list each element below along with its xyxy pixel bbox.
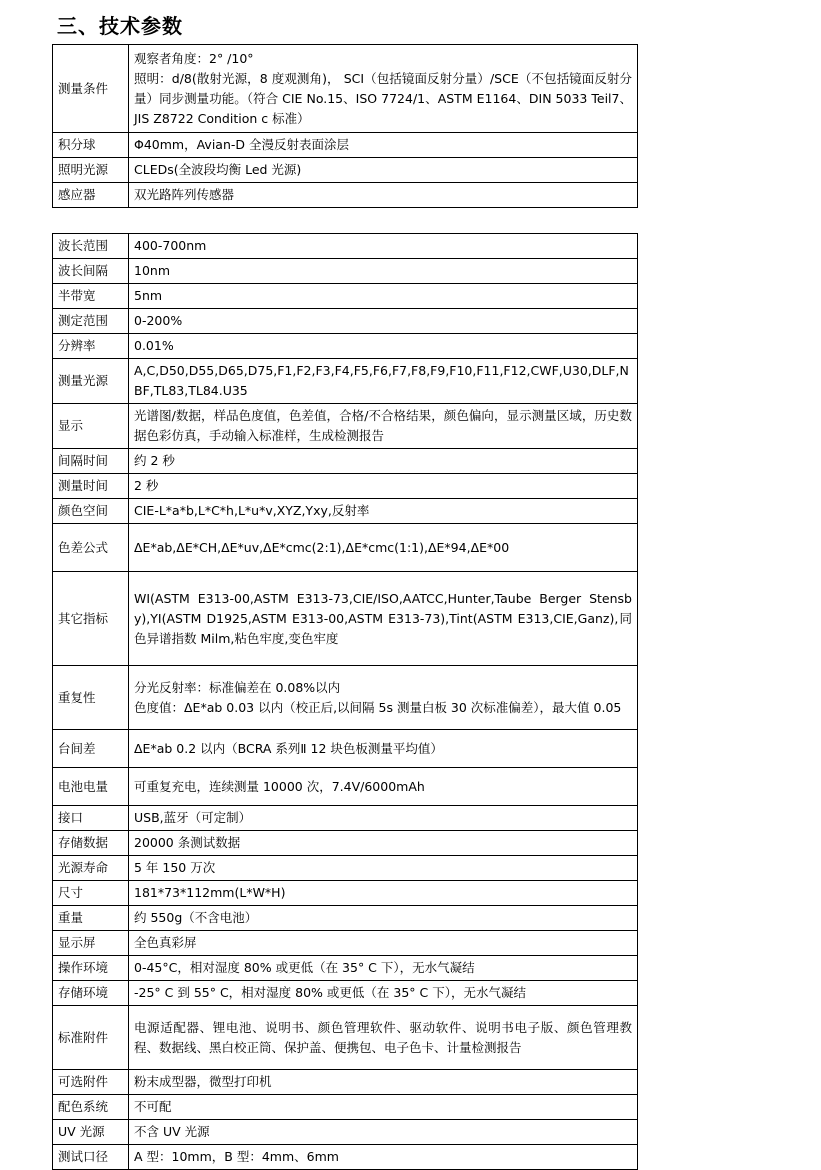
spec-row (53, 1006, 638, 1070)
spec-value (129, 1006, 638, 1070)
spec-value-line: 5nm (134, 288, 163, 303)
spec-label: 颜色空间 (53, 499, 129, 524)
spec-value (129, 474, 638, 499)
spec-row (53, 524, 638, 572)
spec-label: 尺寸 (53, 881, 129, 906)
spec-label: 感应器 (53, 183, 129, 208)
spec-value (129, 881, 638, 906)
spec-row (53, 856, 638, 881)
spec-row (53, 474, 638, 499)
spec-value-line: 可重复充电，连续测量 10000 次，7.4V/6000mAh (134, 778, 425, 794)
spec-value-line: CLEDs(全波段均衡 Led 光源) (134, 162, 302, 177)
spec-value-line: 光谱图/数据，样品色度值，色差值，合格/不合格结果，颜色偏向，显示测量区域，历史数据色彩仿真，手动输入标准样，生成检测报告 (134, 408, 632, 443)
spec-label: 光源寿命 (53, 856, 129, 881)
spec-label: 重量 (53, 906, 129, 931)
spec-label: 测量光源 (53, 359, 129, 404)
spec-label: 存储环境 (53, 981, 129, 1006)
spec-row (53, 449, 638, 474)
spec-value (129, 359, 638, 404)
spec-value (129, 931, 638, 956)
spec-row (53, 956, 638, 981)
spec-value-line: 0-45°C，相对湿度 80% 或更低（在 35° C 下），无水气凝结 (134, 960, 475, 975)
spec-label: 测试口径 (53, 1145, 129, 1170)
spec-value (129, 524, 638, 572)
spec-label: 接口 (53, 806, 129, 831)
spec-value (129, 1070, 638, 1095)
spec-row (53, 666, 638, 730)
spec-label: 操作环境 (53, 956, 129, 981)
spec-table-performance (52, 233, 638, 1170)
spec-row (53, 499, 638, 524)
spec-value (129, 1120, 638, 1145)
spec-value (129, 956, 638, 981)
spec-row (53, 1095, 638, 1120)
spec-row (53, 234, 638, 259)
spec-value-line: 照明：d/8(散射光源，8 度观测角)， SCI（包括镜面反射分量）/SCE（不包括镜面反射分量）同步测量功能。（符合 CIE No.15、ISO 7724/1、ASTM E1164、DIN 5033 Teil7、 JIS Z8722 Condition c 标准） (134, 70, 632, 126)
spec-label: UV 光源 (53, 1120, 129, 1145)
spec-row (53, 133, 638, 158)
spec-value (129, 856, 638, 881)
spec-value-line: 2 秒 (134, 478, 159, 493)
spec-label: 积分球 (53, 133, 129, 158)
section-heading: 三、技术参数 (57, 14, 183, 38)
spec-row (53, 359, 638, 404)
spec-row (53, 806, 638, 831)
spec-value-line: 分光反射率：标准偏差在 0.08%以内 (134, 679, 341, 695)
spec-value (129, 234, 638, 259)
spec-value-line: 双光路阵列传感器 (134, 187, 235, 202)
spec-label: 波长间隔 (53, 259, 129, 284)
spec-row (53, 831, 638, 856)
spec-value-line: Φ40mm，Avian-D 全漫反射表面涂层 (134, 137, 349, 152)
spec-row (53, 768, 638, 806)
spec-label: 存储数据 (53, 831, 129, 856)
spec-row (53, 45, 638, 133)
spec-value-line: A,C,D50,D55,D65,D75,F1,F2,F3,F4,F5,F6,F7,F8,F9,F10,F11,F12,CWF,U30,DLF,NBF,TL83,TL84.U35 (134, 363, 629, 398)
spec-value (129, 730, 638, 768)
spec-row (53, 183, 638, 208)
spec-value-line: 181*73*112mm(L*W*H) (134, 885, 286, 900)
spec-row (53, 572, 638, 666)
spec-label: 其它指标 (53, 572, 129, 666)
spec-value (129, 906, 638, 931)
spec-value-line: WI(ASTM E313-00,ASTM E313-73,CIE/ISO,AATCC,Hunter,Taube Berger Stensby),YI(ASTM D1925,ASTM E313-00,ASTM E313-73),Tint(ASTM E313,CIE,Ganz),同色异谱指数 Milm,粘色牢度,变色牢度 (134, 590, 632, 646)
spec-row (53, 259, 638, 284)
spec-value-line: 观察者角度：2° /10° (134, 50, 254, 66)
spec-label: 波长范围 (53, 234, 129, 259)
spec-label: 电池电量 (53, 768, 129, 806)
spec-value (129, 133, 638, 158)
spec-label: 显示 (53, 404, 129, 449)
spec-value (129, 499, 638, 524)
spec-table-optics (52, 44, 638, 208)
spec-row (53, 906, 638, 931)
spec-row (53, 158, 638, 183)
spec-value-line: 色度值：ΔE*ab 0.03 以内（校正后,以间隔 5s 测量白板 30 次标准偏差），最大值 0.05 (134, 699, 622, 715)
spec-value-line: 约 550g（不含电池） (134, 910, 258, 925)
spec-label: 分辨率 (53, 334, 129, 359)
spec-value-line: 0-200% (134, 313, 183, 328)
spec-label: 测量时间 (53, 474, 129, 499)
spec-row (53, 334, 638, 359)
spec-label: 可选附件 (53, 1070, 129, 1095)
spec-value (129, 831, 638, 856)
spec-label: 色差公式 (53, 524, 129, 572)
spec-label: 测定范围 (53, 309, 129, 334)
spec-value (129, 158, 638, 183)
spec-value-line: CIE-L*a*b,L*C*h,L*u*v,XYZ,Yxy,反射率 (134, 503, 370, 518)
spec-value-line: 约 2 秒 (134, 453, 175, 468)
spec-value (129, 404, 638, 449)
spec-label: 测量条件 (53, 45, 129, 133)
spec-value-line: 10nm (134, 263, 171, 278)
spec-value (129, 284, 638, 309)
spec-value-line: A 型：10mm，B 型：4mm、6mm (134, 1149, 339, 1164)
spec-value-line: 0.01% (134, 338, 174, 353)
spec-row (53, 404, 638, 449)
spec-value (129, 1095, 638, 1120)
spec-label: 配色系统 (53, 1095, 129, 1120)
spec-value-line: -25° C 到 55° C，相对湿度 80% 或更低（在 35° C 下），无水气凝结 (134, 985, 526, 1000)
spec-value-line: ΔE*ab,ΔE*CH,ΔE*uv,ΔE*cmc(2:1),ΔE*cmc(1:1),ΔE*94,ΔE*00 (134, 539, 510, 555)
spec-label: 显示屏 (53, 931, 129, 956)
spec-label: 标准附件 (53, 1006, 129, 1070)
spec-row (53, 284, 638, 309)
spec-label: 重复性 (53, 666, 129, 730)
spec-value (129, 309, 638, 334)
spec-value (129, 334, 638, 359)
spec-row (53, 931, 638, 956)
spec-value (129, 806, 638, 831)
spec-label: 台间差 (53, 730, 129, 768)
spec-value (129, 981, 638, 1006)
spec-value-line: 不可配 (134, 1099, 172, 1114)
spec-value-line: 400-700nm (134, 238, 207, 253)
spec-row (53, 1145, 638, 1170)
spec-value-line: 全色真彩屏 (134, 935, 197, 950)
spec-label: 半带宽 (53, 284, 129, 309)
spec-row (53, 981, 638, 1006)
spec-value-line: 电源适配器、锂电池、说明书、颜色管理软件、驱动软件、说明书电子版、颜色管理教程、数据线、黑白校正筒、保护盖、便携包、电子色卡、计量检测报告 (134, 1019, 632, 1055)
spec-value (129, 183, 638, 208)
spec-value (129, 572, 638, 666)
spec-value (129, 449, 638, 474)
spec-row (53, 881, 638, 906)
spec-row (53, 730, 638, 768)
spec-value-line: 20000 条测试数据 (134, 835, 241, 850)
spec-row (53, 309, 638, 334)
spec-value-line: ΔE*ab 0.2 以内（BCRA 系列Ⅱ 12 块色板测量平均值） (134, 740, 443, 756)
spec-value (129, 768, 638, 806)
spec-label: 照明光源 (53, 158, 129, 183)
spec-value (129, 259, 638, 284)
spec-row (53, 1070, 638, 1095)
spec-value-line: 5 年 150 万次 (134, 860, 216, 875)
spec-value (129, 45, 638, 133)
spec-value-line: 粉末成型器，微型打印机 (134, 1074, 272, 1089)
spec-value-line: 不含 UV 光源 (134, 1124, 210, 1139)
spec-value (129, 666, 638, 730)
spec-value (129, 1145, 638, 1170)
spec-label: 间隔时间 (53, 449, 129, 474)
spec-value-line: USB,蓝牙（可定制） (134, 810, 252, 825)
spec-row (53, 1120, 638, 1145)
